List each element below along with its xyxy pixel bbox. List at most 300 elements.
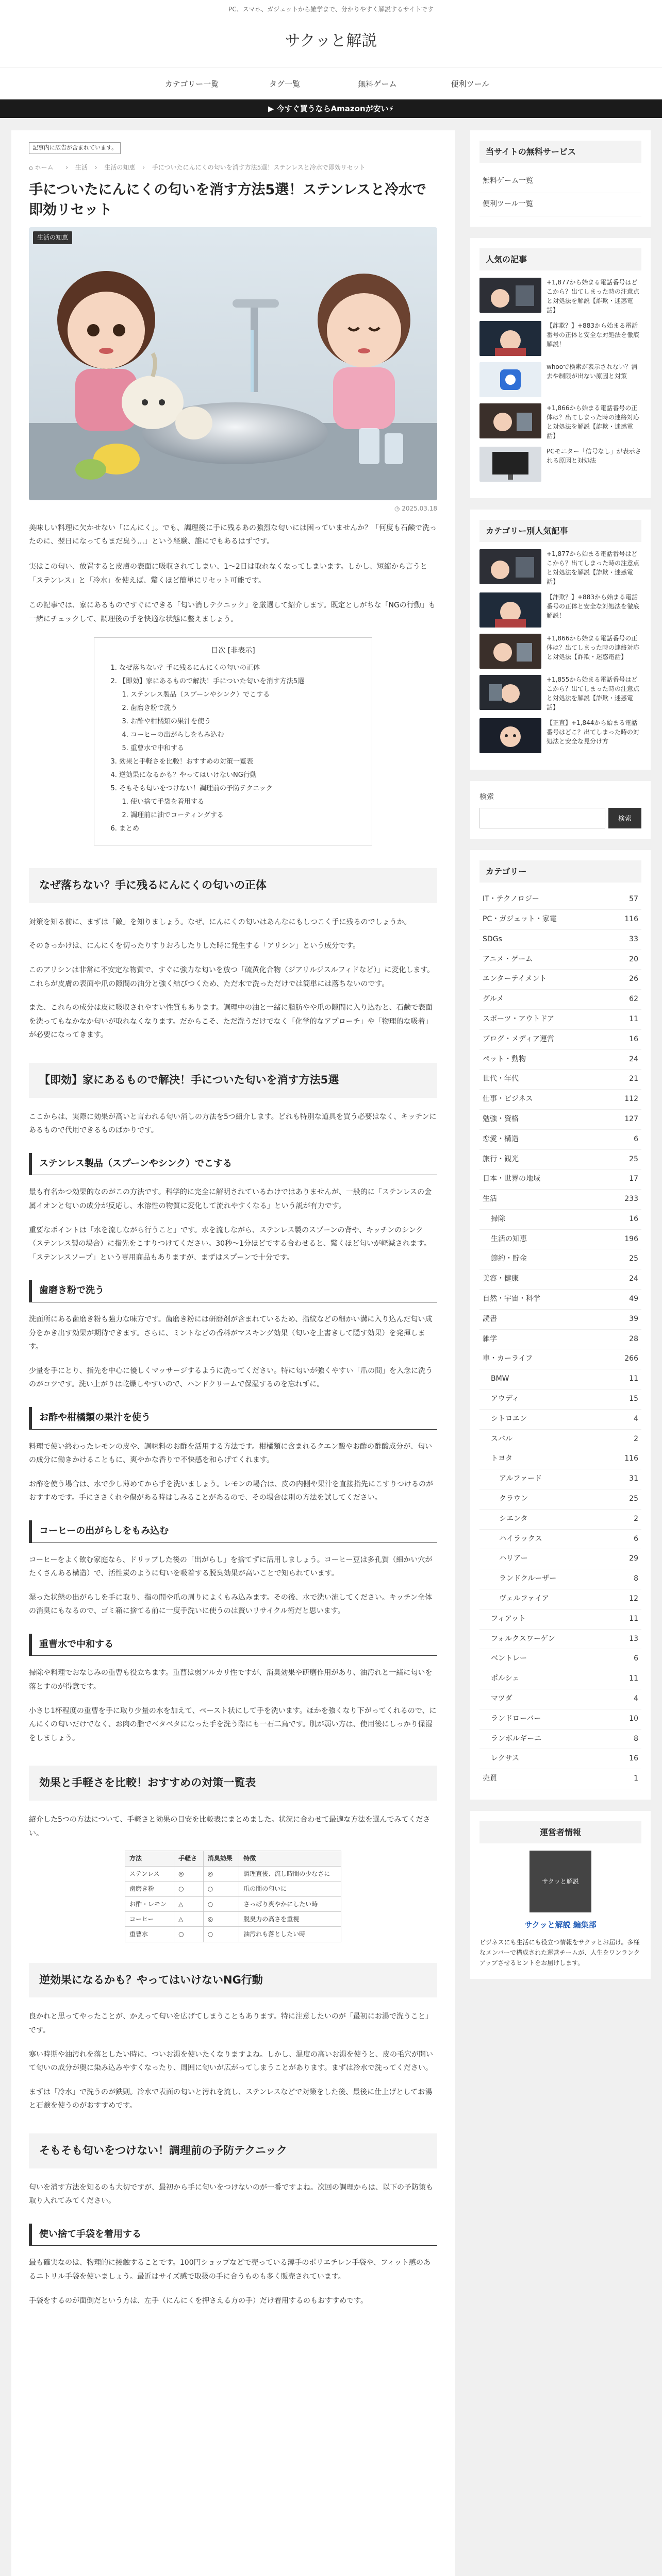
post-thumbnail[interactable] — [479, 362, 541, 397]
category-item[interactable] — [479, 890, 641, 910]
category-count: 25 — [629, 1495, 638, 1503]
category-count: 10 — [629, 1714, 638, 1723]
category-count: 12 — [629, 1595, 638, 1603]
search-button[interactable]: 検索 — [608, 808, 641, 828]
category-count: 33 — [629, 935, 638, 943]
popular-post-item[interactable] — [479, 278, 641, 315]
category-count: 16 — [629, 1035, 638, 1043]
breadcrumb-tips[interactable]: 生活の知恵 — [104, 163, 136, 171]
category-item[interactable] — [479, 1689, 641, 1709]
category-item[interactable] — [479, 1150, 641, 1170]
category-count: 15 — [629, 1395, 638, 1403]
paragraph: 寒い時期や油汚れを落としたい時に、ついお湯を使いたくなりますよね。しかし、温度の高いお湯を使うと、皮の毛穴が開いて匂いの成分が奥に染み込みやすくなったり、周囲に匂いが広がってしまうことがあります。まずは冷水で洗ってください。 — [29, 2050, 433, 2073]
toc-item[interactable]: 1. なぜ落ちない？手に残るにんにくの匂いの正体 — [119, 662, 358, 675]
intro-paragraph: この記事では、家にあるものですぐにできる「匂い消しテクニック」を厳選して紹介します。既定としがちな「NGの行動」も一緒にチェックして、調理後の手を快適な状態に整えましょう。 — [29, 601, 436, 623]
post-title[interactable]: +1,877から始まる電話番号はどこから？出てしまった時の注意点と対処法を解説【詐欺・迷惑電話】 — [547, 550, 640, 586]
content-container — [0, 118, 662, 2576]
paragraph: また、これらの成分は皮に吸収されやすい性質もあります。調理中の油と一緒に脂肪やや爪の隙間に入り込むと、石鹸で表面を洗ってもなかなか匂いが取れなくなります。だからこそ、ただ洗うだけでなく「化学的なアプローチ」や「物理的な吸着」が必要になってきます。 — [29, 1004, 433, 1040]
paragraph: 湿った状態の出がらしを手に取り、指の間や爪の周りによくもみ込みます。その後、水で洗い流してください。キッチン全体の消臭にもなるので、ゴミ箱に捨てる前に一度手洗いに使うのは賢いリサイクル術だと思います。 — [29, 1593, 432, 1616]
category-count: 2 — [634, 1514, 638, 1523]
category-name: トヨタ — [491, 1454, 512, 1463]
paragraph: 掃除や料理でおなじみの重曹も役立ちます。重曹は弱アルカリ性ですが、消臭効果や研磨作用があり、油汚れと一緒に匂いを落とすのが得意です。 — [29, 1669, 433, 1691]
pr-label: 記事内に広告が含まれています。 — [29, 142, 121, 154]
category-item[interactable] — [479, 1769, 641, 1789]
paragraph: まずは「冷水」で洗うのが鉄則。冷水で表面の匂いと汚れを流し、ステンレスなどで対策をした後、最後に仕上げとしてお湯と石鹸を使うのがおすすめです。 — [29, 2088, 433, 2110]
category-item[interactable] — [479, 1510, 641, 1530]
category-name: アニメ・ゲーム — [483, 955, 533, 963]
category-count: 11 — [629, 1014, 638, 1023]
category-item[interactable] — [479, 1569, 641, 1589]
category-item[interactable] — [479, 1669, 641, 1689]
table-header: 手軽さ — [174, 1851, 204, 1866]
toc-list — [108, 662, 358, 836]
category-item[interactable] — [479, 1749, 641, 1769]
category-name: ランドクルーザー — [499, 1574, 557, 1583]
search-input[interactable] — [479, 808, 605, 828]
categories-widget — [470, 850, 651, 1800]
table-row — [125, 1896, 341, 1911]
table-cell: ○ — [203, 1882, 239, 1896]
category-name: BMW — [491, 1375, 509, 1383]
paragraph: コーヒーをよく飲む家庭なら、ドリップした後の「出がらし」を捨てずに活用しましょう。コーヒー豆は多孔質（細かい穴がたくさんある構造）で、活性炭のように匂いを吸着する脱臭効果が高いことで知られています。 — [29, 1555, 433, 1578]
category-item[interactable] — [479, 1609, 641, 1630]
category-item[interactable] — [479, 1130, 641, 1150]
toc-subitem[interactable]: 1. 使い捨て手袋を着用する — [130, 795, 358, 809]
table-header: 特徴 — [239, 1851, 341, 1866]
widget-title: 当サイトの無料サービス — [479, 141, 641, 163]
category-count: 29 — [629, 1554, 638, 1563]
free-tools-link[interactable]: 便利ツール一覧 — [479, 193, 641, 216]
section-heading: 【即効】家にあるもので解決！手についた匂いを消す方法5選 — [29, 1063, 437, 1098]
table-cell: 油汚れも落としたい時 — [239, 1927, 341, 1942]
category-item[interactable] — [479, 910, 641, 930]
intro-paragraph: 美味しい料理に欠かせない「にんにく」。でも、調理後に手に残るあの強烈な匂いには困っていませんか？「何度も石鹸で洗ったのに、翌日になってもまだ臭う…」という経験、誰にでもあるはずです。 — [29, 523, 437, 546]
popular-post-item[interactable] — [479, 403, 641, 440]
category-name: PC・ガジェット・家電 — [483, 914, 557, 923]
category-name: ハリアー — [499, 1554, 528, 1563]
paragraph: 少量を手にとり、指先を中心に優しくマッサージするように洗ってください。特に匂いが強くやすい「爪の間」を入念に洗うのがコツです。洗い上がりは乾燥しやすいので、ハンドクリームで保湿するのを忘れずに。 — [29, 1366, 433, 1389]
table-row — [125, 1911, 341, 1926]
toc-item[interactable]: 2. 【即効】家にあるもので解決！手についた匂いを消す方法5選 1. ステンレス製品（スプーンやシンク）でこする 2. 歯磨き粉で洗う 3. お酢や柑橘類の果汁を使う 4. コーヒーの出がらしをもみ込む 5. 重曹水で中和する — [119, 675, 358, 755]
category-count: 13 — [629, 1634, 638, 1643]
category-name: ベントレー — [491, 1654, 527, 1663]
subsection-heading: お酢や柑橘類の果汁を使う — [29, 1407, 437, 1430]
widget-title: 人気の記事 — [479, 248, 641, 270]
article-main — [11, 130, 455, 2576]
category-count: 28 — [629, 1334, 638, 1343]
category-count: 6 — [634, 1534, 638, 1543]
table-cell: 調理直後、流し時間の少なさに — [239, 1866, 341, 1881]
post-title[interactable]: PCモニター「信号なし」が表示される原因と対処法 — [547, 447, 641, 464]
category-count: 233 — [624, 1195, 638, 1204]
amazon-notice-bar[interactable] — [0, 99, 662, 118]
category-item[interactable] — [479, 1349, 641, 1369]
category-count: 31 — [629, 1475, 638, 1483]
subsection-heading: 歯磨き粉で洗う — [29, 1280, 437, 1302]
post-thumbnail[interactable] — [479, 592, 541, 628]
widget-title: カテゴリー別人気記事 — [479, 520, 641, 542]
category-count: 16 — [629, 1754, 638, 1763]
top-tagline-bar — [0, 0, 662, 18]
category-count: 49 — [629, 1295, 638, 1303]
category-item[interactable] — [479, 1310, 641, 1330]
post-date: ◷ 2025.03.18 — [394, 505, 437, 513]
category-count: 62 — [629, 995, 638, 1004]
category-name: 恋愛・構造 — [483, 1134, 519, 1143]
paragraph: 紹介した5つの方法について、手軽さと効果の目安を比較表にまとめました。状況に合わせて最適な方法を選んでみてください。 — [29, 1816, 431, 1838]
category-name: IT・テクノロジー — [483, 895, 539, 904]
category-label[interactable]: 生活の知恵 — [33, 231, 72, 244]
breadcrumb-life[interactable]: 生活 — [75, 163, 88, 171]
breadcrumb-home[interactable]: ⌂ ホーム — [29, 163, 54, 171]
category-item[interactable] — [479, 1070, 641, 1090]
category-name: 雑学 — [483, 1334, 497, 1343]
post-title[interactable]: 【詐欺？】+883から始まる電話番号の正体と安全な対処法を徹底解説！ — [547, 321, 640, 348]
toc-item[interactable]: 5. そもそも匂いをつけない！調理前の予防テクニック 1. 使い捨て手袋を着用する 2. 調理前に油でコーティングする — [119, 782, 358, 822]
category-count: 57 — [629, 895, 638, 904]
category-count: 116 — [624, 914, 638, 923]
category-name: レクサス — [491, 1754, 520, 1763]
table-cell: 重曹水 — [125, 1927, 174, 1942]
search-widget — [470, 781, 651, 839]
post-title[interactable]: +1,866から始まる電話番号の正体は？出てしまった時の連絡対応と対処法を解説【詐欺・迷惑電話】 — [547, 404, 640, 439]
category-popular-widget — [470, 510, 651, 770]
widget-title: 運営者情報 — [479, 1821, 641, 1843]
notice-text: ▶ 今すぐ買うならAmazonが安い⚡ — [268, 104, 394, 113]
table-cell: 歯磨き粉 — [125, 1882, 174, 1896]
category-count: 8 — [634, 1734, 638, 1743]
nav-free-games[interactable]: 無料ゲーム — [358, 79, 397, 89]
category-item[interactable] — [479, 1410, 641, 1430]
category-name: シトロエン — [491, 1414, 527, 1423]
category-name: 日本・世界の地域 — [483, 1175, 540, 1183]
category-name: ペット・動物 — [483, 1055, 526, 1063]
category-count: 116 — [624, 1454, 638, 1463]
category-count: 11 — [629, 1614, 638, 1623]
toc-subitem[interactable]: 4. コーヒーの出がらしをもみ込む — [130, 728, 358, 742]
category-name: クラウン — [499, 1495, 528, 1503]
global-nav — [0, 67, 662, 99]
intro — [29, 521, 437, 626]
category-name: ハイラックス — [499, 1534, 542, 1543]
category-item[interactable] — [479, 1090, 641, 1110]
widget-title: カテゴリー — [479, 860, 641, 883]
category-count: 266 — [624, 1354, 638, 1363]
category-name: エンターテイメント — [483, 975, 547, 984]
breadcrumb-sep: › — [142, 163, 145, 171]
category-count: 24 — [629, 1055, 638, 1063]
category-name: フォルクスワーゲン — [491, 1634, 555, 1643]
category-item[interactable] — [479, 1430, 641, 1450]
toc-subitem[interactable]: 3. お酢や柑橘類の果汁を使う — [130, 715, 358, 728]
table-row — [125, 1882, 341, 1896]
post-title[interactable]: +1,877から始まる電話番号はどこから？出てしまった時の注意点と対処法を解説【詐欺・迷惑電話】 — [547, 278, 640, 314]
breadcrumb — [29, 162, 437, 173]
category-name: スポーツ・アウトドア — [483, 1014, 555, 1023]
breadcrumb-current: 手についたにんにくの匂いを消す方法5選！ステンレスと冷水で即効リセット — [152, 163, 366, 171]
category-item[interactable] — [479, 1050, 641, 1070]
sidebar — [470, 130, 651, 2576]
profile-name[interactable]: サクッと解説 編集部 — [524, 1920, 597, 1930]
subsection-heading: ステンレス製品（スプーンやシンク）でこする — [29, 1153, 437, 1176]
section-heading: 効果と手軽さを比較！おすすめの対策一覧表 — [29, 1766, 437, 1801]
category-item[interactable] — [479, 1449, 641, 1469]
category-name: 世代・年代 — [483, 1075, 519, 1083]
category-post-item[interactable] — [479, 592, 641, 628]
category-name: フィアット — [491, 1614, 526, 1623]
table-cell: △ — [174, 1896, 204, 1911]
free-services-list — [479, 170, 641, 216]
category-name: グルメ — [483, 995, 504, 1004]
category-count: 4 — [634, 1694, 638, 1703]
category-count: 127 — [624, 1114, 638, 1123]
paragraph: 最も有名かつ効果的なのがこの方法です。科学的に完全に解明されているわけではありませんが、一般的に「ステンレスの金属イオンと匂いの成分が反応し、水溶性の物質に変化して流れやすくなる」という説が有力です。 — [29, 1188, 432, 1211]
toc-subitem[interactable]: 2. 歯磨き粉で洗う — [130, 702, 358, 715]
category-count: 11 — [629, 1674, 638, 1683]
post-thumbnail[interactable] — [479, 447, 541, 482]
category-item[interactable] — [479, 1489, 641, 1510]
eyecatch-image — [29, 227, 437, 500]
category-item[interactable] — [479, 1589, 641, 1609]
category-name: アウディ — [491, 1395, 519, 1403]
category-count: 26 — [629, 975, 638, 984]
category-post-item[interactable] — [479, 549, 641, 586]
popular-posts-widget — [470, 238, 651, 498]
table-header-row — [125, 1851, 341, 1866]
site-title[interactable]: サクッと解説 — [285, 32, 377, 50]
toc-subitem[interactable]: 1. ステンレス製品（スプーンやシンク）でこする — [130, 688, 358, 702]
table-cell: △ — [174, 1911, 204, 1926]
site-header — [0, 18, 662, 67]
eyecatch-illustration — [29, 227, 437, 500]
category-item[interactable] — [479, 1469, 641, 1489]
section-heading: 逆効果になるかも？やってはいけないNG行動 — [29, 1963, 437, 1998]
category-list — [479, 890, 641, 1789]
category-name: SDGs — [483, 935, 502, 943]
category-name: 旅行・観光 — [483, 1155, 519, 1163]
toc-subitem[interactable]: 5. 重曹水で中和する — [130, 742, 358, 755]
category-count: 196 — [624, 1234, 638, 1243]
avatar-text: サクッと解説 — [542, 1877, 579, 1885]
category-count: 4 — [634, 1414, 638, 1423]
paragraph: 洗面所にある歯磨き粉も強力な味方です。歯磨き粉には研磨剤が含まれているため、指紋などの細かい溝に入り込んだ匂い成分をかき出す効果が期待できます。さらに、ミントなどの香料がマスキング効果（匂いを上書きして隠す効果）を発揮します。 — [29, 1315, 433, 1351]
breadcrumb-sep: › — [65, 163, 69, 171]
table-cell: ステンレス — [125, 1866, 174, 1881]
category-count: 6 — [634, 1134, 638, 1143]
category-count: 24 — [629, 1275, 638, 1283]
table-cell: コーヒー — [125, 1911, 174, 1926]
category-item[interactable] — [479, 1369, 641, 1389]
section-heading: なぜ落ちない？手に残るにんにくの匂いの正体 — [29, 868, 437, 903]
category-item[interactable] — [479, 1210, 641, 1230]
paragraph: 料理で使い終わったレモンの皮や、調味料のお酢を活用する方法です。柑橘類に含まれるクエン酸やお酢の酢酸成分が、匂いの成分に働きかけることもに、爽やかな香りで不快感を和らげてくれます。 — [29, 1442, 433, 1465]
avatar — [529, 1851, 591, 1912]
post-thumbnail[interactable] — [479, 403, 541, 438]
paragraph: 匂いを消す方法を知るのも大切ですが、最初から手に匂いをつけないのが一番ですよね。次回の調理からは、以下の予防策も取り入れてみてください。 — [29, 2183, 433, 2206]
category-item[interactable] — [479, 1709, 641, 1730]
table-of-contents — [94, 637, 372, 845]
post-title[interactable]: +1,855から始まる電話番号はどこから？出てしまった時の注意点と対処法を解説【詐欺・迷惑電話】 — [547, 676, 640, 711]
profile-widget — [470, 1811, 651, 1979]
category-name: 仕事・ビジネス — [483, 1095, 533, 1104]
subsection-heading: 重曹水で中和する — [29, 1634, 437, 1656]
paragraph: このアリシンは非常に不安定な物質で、すぐに強力な匂いを放つ「硫黄化合物（ジアリルジスルフィドなど）」に変化します。これらが皮膚の表面や爪の隙間の油分と強く結びつくため、ただ水で洗っただけでは簡単には落ちないのです。 — [29, 965, 435, 988]
category-item[interactable] — [479, 1190, 641, 1210]
category-name: シエンタ — [499, 1514, 528, 1523]
category-name: 生活 — [483, 1195, 497, 1204]
profile-description: ビジネスにも生活にも役立つ情報をサクッとお届け。多様なメンバーで構成された運営チームが、人生をワンランクアップさせるヒントをお届けします。 — [479, 1938, 640, 1967]
search-label: 検索 — [479, 793, 494, 802]
category-name: 勉強・資格 — [483, 1114, 519, 1123]
category-name: 節約・貯金 — [491, 1255, 527, 1263]
page-title: 手についたにんにくの匂いを消す方法5選！ステンレスと冷水で即効リセット — [29, 182, 426, 218]
category-name: ランボルギーニ — [491, 1734, 541, 1743]
category-item[interactable] — [479, 1630, 641, 1650]
category-item[interactable] — [479, 1730, 641, 1750]
post-title[interactable]: whooで検索が表示されない？消去や制限が出ない原因と対策 — [547, 363, 638, 380]
category-item[interactable] — [479, 990, 641, 1010]
paragraph: そのきっかけは、にんにくを切ったりすりおろしたりした時に発生する「アリシン」という成分です。 — [29, 942, 360, 951]
table-cell: ◎ — [203, 1911, 239, 1926]
category-item[interactable] — [479, 1269, 641, 1290]
table-header: 消臭効果 — [203, 1851, 239, 1866]
paragraph: 手袋をするのが面倒だという方は、左手（にんにくを押さえる方の手）だけ着用するのもおすすめです。 — [29, 2296, 368, 2305]
article-body — [29, 868, 437, 2308]
post-title[interactable]: +1,866から始まる電話番号の正体は？出てしまった時の連絡対応と対処法【詐欺・迷惑電話】 — [547, 635, 640, 661]
category-item[interactable] — [479, 1249, 641, 1269]
table-row — [125, 1927, 341, 1942]
post-title[interactable]: 【正直】+1,844から始まる電話番号はどこ？出てしまった時の対処法と安全な見分け方 — [547, 719, 640, 745]
table-cell: ○ — [203, 1896, 239, 1911]
intro-paragraph: 実はこの匂い、放置すると皮膚の表面に吸収されてしまい、1～2日は取れなくなってしまいます。しかし、短縮から言うと「ステンレス」と「冷水」を使えば、驚くほど簡単にリセット可能です。 — [29, 562, 427, 585]
toc-item[interactable]: 6. まとめ — [119, 822, 358, 836]
category-item[interactable] — [479, 950, 641, 970]
post-thumbnail[interactable] — [479, 675, 541, 710]
category-item[interactable] — [479, 1389, 641, 1410]
category-item[interactable] — [479, 1110, 641, 1130]
category-name: スバル — [491, 1434, 512, 1443]
category-name: 掃除 — [491, 1214, 505, 1223]
category-name: 生活の知恵 — [491, 1234, 527, 1243]
category-item[interactable] — [479, 1549, 641, 1569]
category-count: 17 — [629, 1175, 638, 1183]
category-count: 25 — [629, 1255, 638, 1263]
paragraph: 対策を知る前に、まずは「敵」を知りましょう。なぜ、にんにくの匂いはあんなにもしつこく手に残るのでしょうか。 — [29, 918, 411, 926]
category-item[interactable] — [479, 1649, 641, 1669]
paragraph: 良かれと思ってやったことが、かえって匂いを広げてしまうこともあります。特に注意したいのが「最初にお湯で洗うこと」です。 — [29, 2012, 433, 2035]
site-tagline: PC、スマホ、ガジェットから雑学まで、分かりやすく解説するサイトです — [228, 6, 434, 13]
popular-post-item[interactable] — [479, 447, 641, 482]
toc-item[interactable]: 4. 逆効果になるかも？やってはいけないNG行動 — [119, 769, 358, 782]
category-item[interactable] — [479, 1170, 641, 1190]
paragraph: ここからは、実際に効果が高いと言われる匂い消しの方法を5つ紹介します。どれも特別な道具を買う必要はなく、キッチンにあるもので代用できるものばかりです。 — [29, 1112, 437, 1135]
nav-tools[interactable]: 便利ツール — [451, 79, 490, 89]
category-item[interactable] — [479, 1030, 641, 1050]
category-name: ヴェルファイア — [499, 1595, 549, 1603]
paragraph: お酢を使う場合は、水で少し薄めてから手を洗いましょう。レモンの場合は、皮の内側や果汁を直接指先にこすりつけるのがおすすめです。手にささくれや傷がある時はしみることがあるので、その場合は別の方法を試してください。 — [29, 1480, 433, 1502]
section-heading: そもそも匂いをつけない！調理前の予防テクニック — [29, 2133, 437, 2168]
category-name: 自然・宇宙・科学 — [483, 1295, 540, 1303]
comparison-table — [125, 1851, 341, 1942]
category-count: 25 — [629, 1155, 638, 1163]
post-thumbnail[interactable] — [479, 321, 541, 356]
table-cell: お酢・レモン — [125, 1896, 174, 1911]
category-item[interactable] — [479, 1230, 641, 1250]
category-count: 16 — [629, 1214, 638, 1223]
search-row — [479, 808, 641, 828]
category-item[interactable] — [479, 1530, 641, 1550]
table-cell: ○ — [203, 1927, 239, 1942]
category-count: 2 — [634, 1434, 638, 1443]
category-item[interactable] — [479, 970, 641, 990]
category-post-item[interactable] — [479, 634, 641, 669]
table-cell: ○ — [174, 1882, 204, 1896]
toc-subitem[interactable]: 2. 調理前に油でコーティングする — [130, 809, 358, 822]
category-post-item[interactable] — [479, 675, 641, 712]
post-thumbnail[interactable] — [479, 549, 541, 584]
category-item[interactable] — [479, 1330, 641, 1350]
category-item[interactable] — [479, 1010, 641, 1030]
nav-categories[interactable]: カテゴリー一覧 — [164, 79, 219, 89]
category-name: 売買 — [483, 1774, 497, 1783]
nav-tags[interactable]: タグ一覧 — [269, 79, 300, 89]
category-count: 1 — [634, 1774, 638, 1783]
subsection-heading: コーヒーの出がらしをもみ込む — [29, 1520, 437, 1543]
breadcrumb-sep: › — [94, 163, 97, 171]
table-cell: 脱臭力の高さを重視 — [239, 1911, 341, 1926]
table-row — [125, 1866, 341, 1881]
category-name: ポルシェ — [491, 1674, 520, 1683]
category-name: 読書 — [483, 1314, 497, 1323]
table-cell: さっぱり爽やかにしたい時 — [239, 1896, 341, 1911]
category-count: 11 — [629, 1375, 638, 1383]
post-thumbnail[interactable] — [479, 718, 541, 753]
paragraph: 最も確実なのは、物理的に接触することです。100円ショップなどで売っている薄手のポリエチレン手袋や、フィット感のあるニトリル手袋を使いましょう。最近はサイズ感で取扱の手に合うものも多く販売されています。 — [29, 2259, 431, 2281]
category-count: 112 — [624, 1095, 638, 1104]
category-item[interactable] — [479, 930, 641, 950]
table-header: 方法 — [125, 1851, 174, 1866]
table-cell: 爪の間の匂いに — [239, 1882, 341, 1896]
category-count: 6 — [634, 1654, 638, 1663]
category-name: マツダ — [491, 1694, 512, 1703]
category-name: 美容・健康 — [483, 1275, 519, 1283]
post-thumbnail[interactable] — [479, 278, 541, 313]
category-count: 8 — [634, 1574, 638, 1583]
popular-post-item[interactable] — [479, 362, 641, 397]
category-item[interactable] — [479, 1290, 641, 1310]
toc-title[interactable]: 目次 [非表示] — [211, 647, 255, 655]
post-thumbnail[interactable] — [479, 634, 541, 669]
popular-post-item[interactable] — [479, 321, 641, 356]
category-post-item[interactable] — [479, 718, 641, 753]
toc-item[interactable]: 3. 効果と手軽さを比較！おすすめの対策一覧表 — [119, 755, 358, 769]
paragraph: 小さじ1杯程度の重曹を手に取り少量の水を加えて、ペースト状にして手を洗います。ほかを強くなり下がってくれるので、にんにくの匂いだけでなく、お肉の脂でベタベタになった手を洗う際にも一石二鳥です。肌が弱い方は、使用後にしっかり保湿をしましょう。 — [29, 1706, 437, 1742]
post-title[interactable]: 【詐欺？】+883から始まる電話番号の正体と安全な対処法を徹底解説！ — [547, 594, 640, 620]
category-count: 20 — [629, 955, 638, 963]
category-name: ブログ・メディア運営 — [483, 1035, 554, 1043]
free-services-widget — [470, 130, 651, 227]
table-cell: ○ — [174, 1927, 204, 1942]
category-name: ランドローバー — [491, 1714, 541, 1723]
table-cell: ◎ — [203, 1866, 239, 1881]
category-name: アルファード — [499, 1475, 542, 1483]
category-count: 21 — [629, 1075, 638, 1083]
category-count: 39 — [629, 1314, 638, 1323]
category-name: 車・カーライフ — [483, 1354, 533, 1363]
subsection-heading: 使い捨て手袋を着用する — [29, 2224, 437, 2246]
free-games-link[interactable]: 無料ゲーム一覧 — [479, 170, 641, 193]
paragraph: 重要なポイントは「水を流しながら行うこと」です。水を流しながら、ステンレス製のスプーンの背や、キッチンのシンク（ステンレス製の場合）に指先をこすりつけてください。30秒～1分ほどでする合わせると、驚くほど匂いが軽減されます。「ステンレスソープ」という専用商品もありますが、まずはスプーンで十分です。 — [29, 1226, 431, 1262]
